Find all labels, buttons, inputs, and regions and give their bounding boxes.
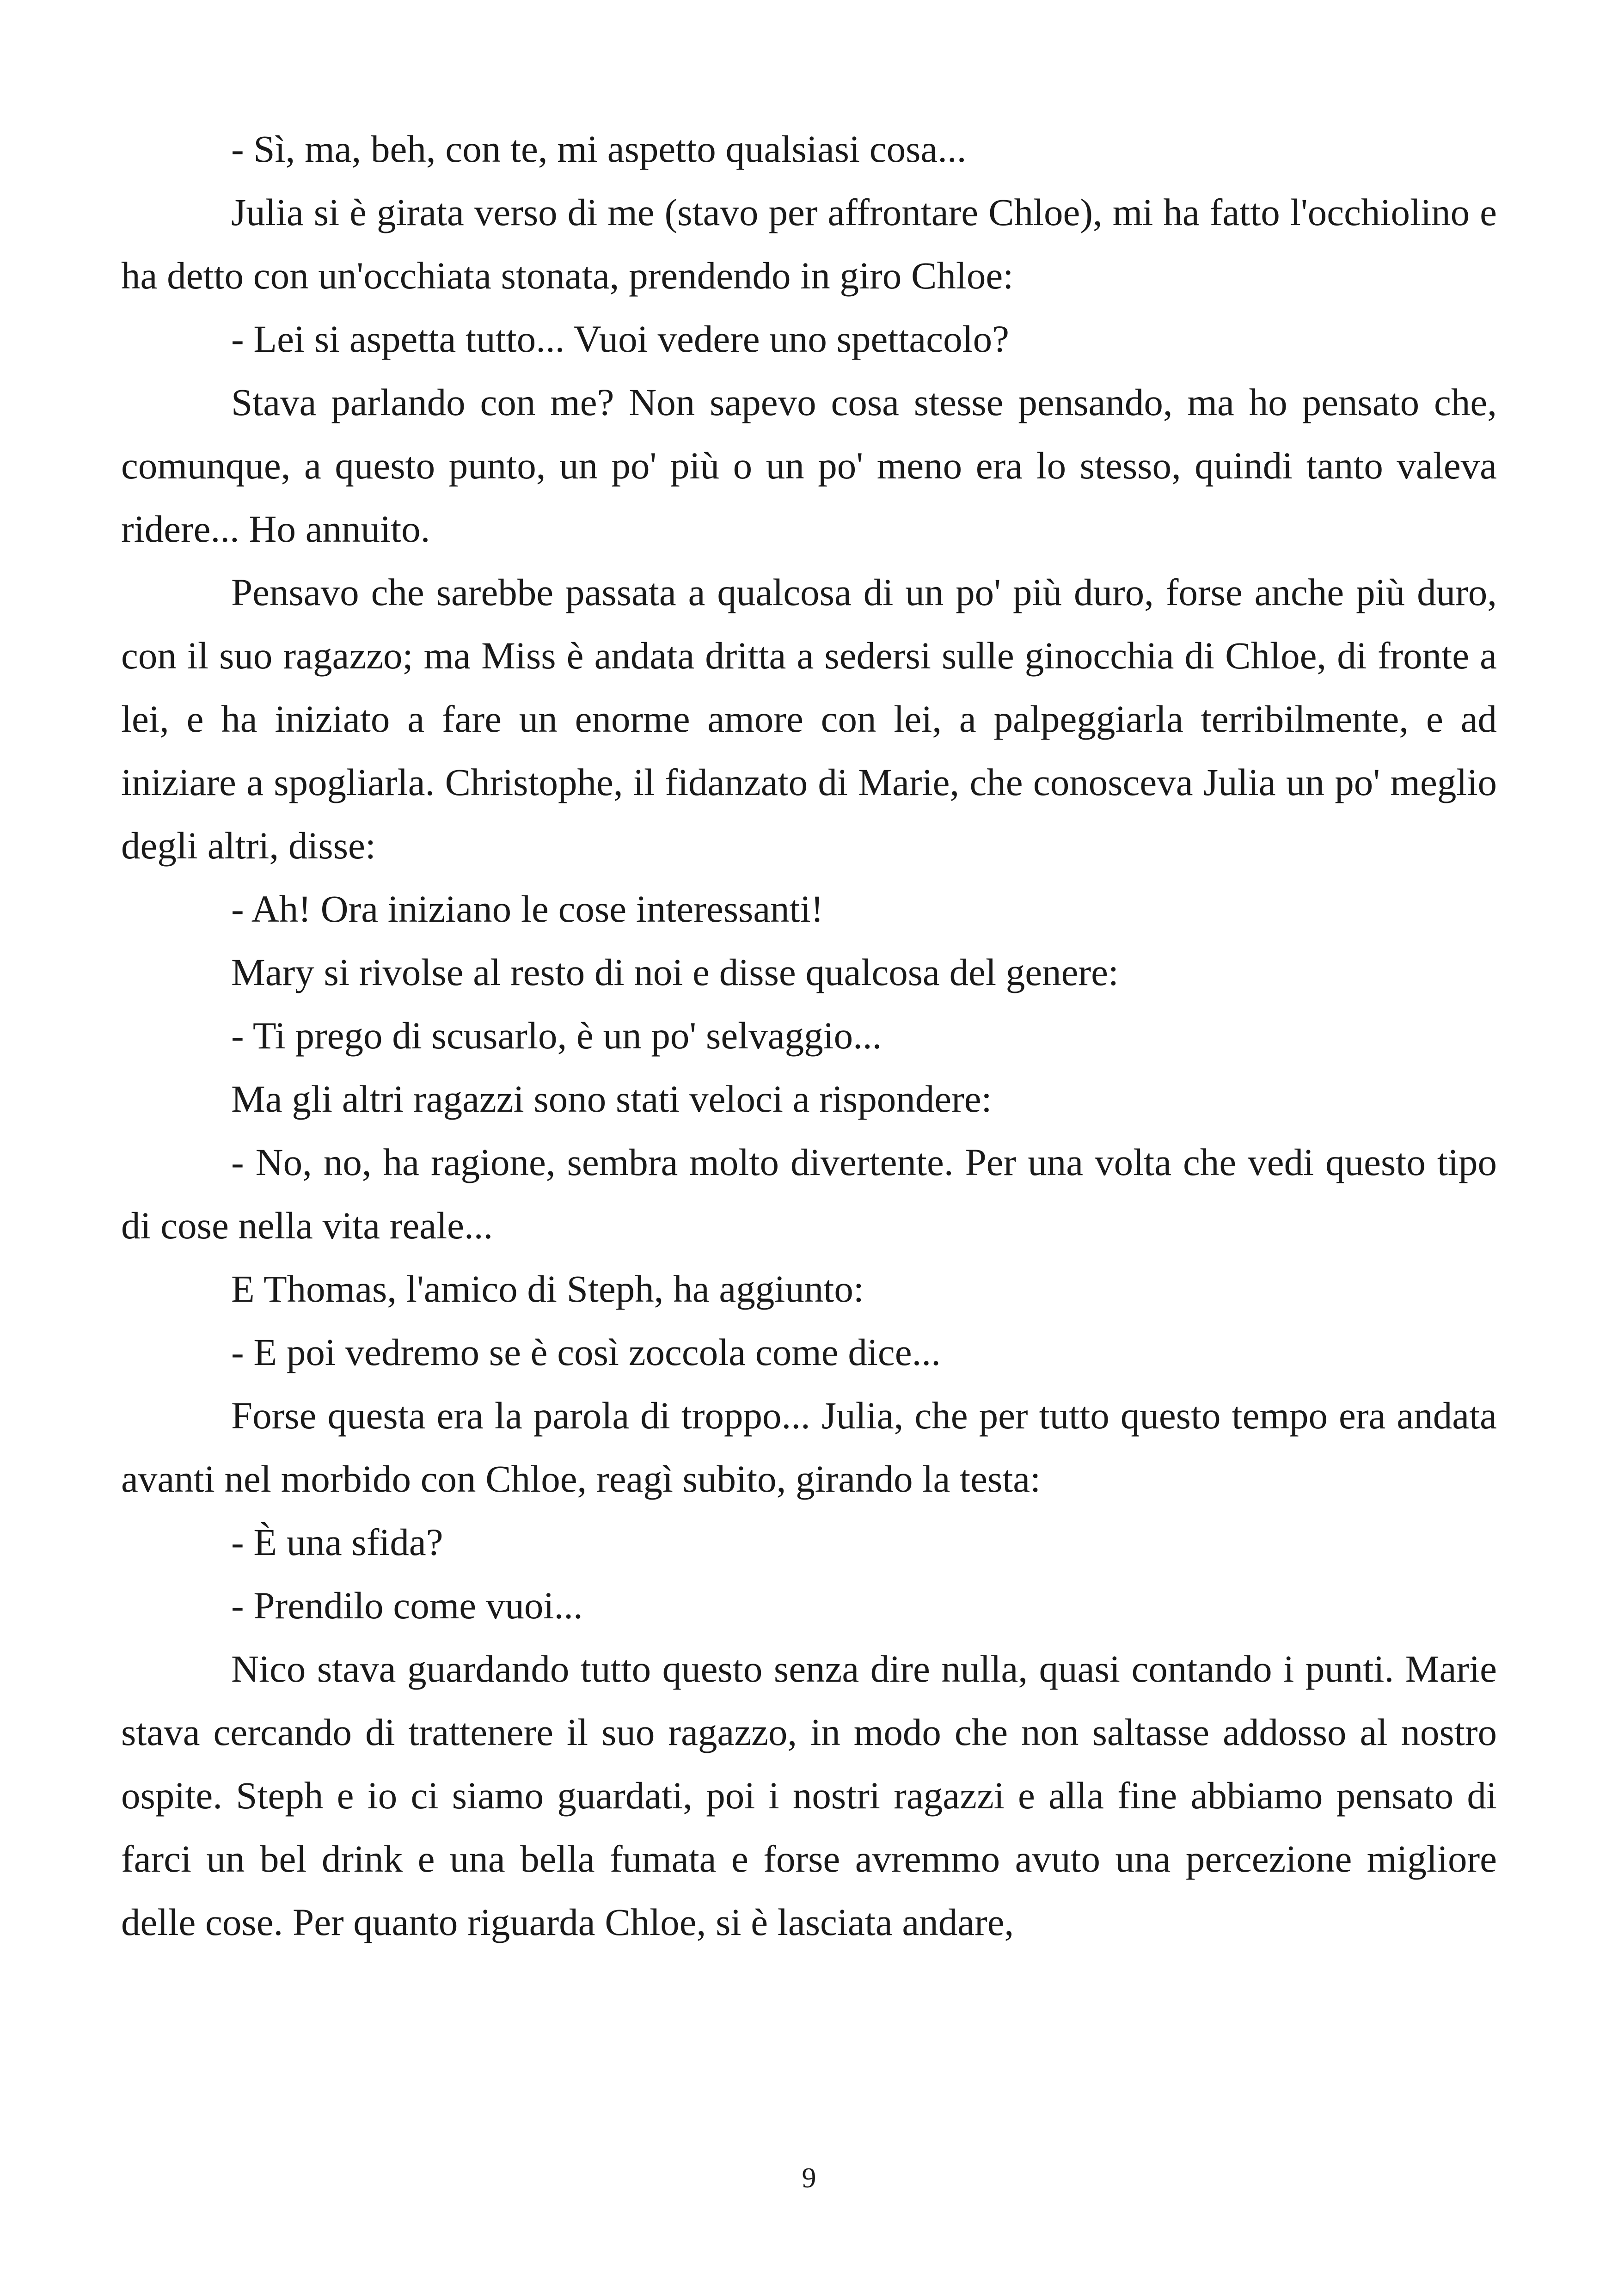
paragraph: - Ah! Ora iniziano le cose interessanti!: [231, 888, 824, 930]
paragraph: Ma gli altri ragazzi sono stati veloci a rispondere:: [231, 1078, 992, 1120]
paragraph: - Ti prego di scusarlo, è un po' selvaggio...: [231, 1014, 882, 1057]
paragraph: - Sì, ma, beh, con te, mi aspetto qualsiasi cosa...: [231, 128, 967, 170]
paragraph: - Lei si aspetta tutto... Vuoi vedere uno spettacolo?: [231, 318, 1009, 360]
paragraph: - Prendilo come vuoi...: [231, 1584, 583, 1627]
paragraph: Forse questa era la parola di troppo... Julia, che per tutto questo tempo era andata avanti nel morbido con Chloe, reagì subito, girando la testa:: [121, 1394, 1497, 1500]
paragraph: - No, no, ha ragione, sembra molto divertente. Per una volta che vedi questo tipo di cose nella vita reale...: [121, 1141, 1497, 1247]
paragraph: Stava parlando con me? Non sapevo cosa stesse pensando, ma ho pensato che, comunque, a questo punto, un po' più o un po' meno era lo stesso, quindi tanto valeva ridere... Ho annuito.: [121, 381, 1497, 550]
paragraph: Julia si è girata verso di me (stavo per affrontare Chloe), mi ha fatto l'occhiolino e ha detto con un'occhiata stonata, prendendo in giro Chloe:: [121, 191, 1497, 297]
paragraph: E Thomas, l'amico di Steph, ha aggiunto:: [231, 1267, 864, 1310]
paragraph: Pensavo che sarebbe passata a qualcosa di un po' più duro, forse anche più duro, con il suo ragazzo; ma Miss è andata dritta a sedersi sulle ginocchia di Chloe, di fronte a lei, e ha iniziato a fare un enorme amore con lei, a palpeggiarla terribilmente, e ad iniziare a spogliarla. Christophe, il fidanzato di Marie, che conosceva Julia un po' meglio degli altri, disse:: [121, 571, 1497, 867]
paragraph: - E poi vedremo se è così zoccola come dice...: [231, 1331, 941, 1373]
page-number: 9: [802, 2162, 816, 2194]
page-body: [121, 117, 1497, 1954]
paragraph: - È una sfida?: [231, 1521, 443, 1563]
paragraph: Mary si rivolse al resto di noi e disse qualcosa del genere:: [231, 951, 1119, 993]
paragraph: Nico stava guardando tutto questo senza dire nulla, quasi contando i punti. Marie stava cercando di trattenere il suo ragazzo, in modo che non saltasse addosso al nostro ospite. Steph e io ci siamo guardati, poi i nostri ragazzi e alla fine abbiamo pensato di farci un bel drink e una bella fumata e forse avremmo avuto una percezione migliore delle cose. Per quanto riguarda Chloe, si è lasciata andare,: [121, 1647, 1497, 1943]
